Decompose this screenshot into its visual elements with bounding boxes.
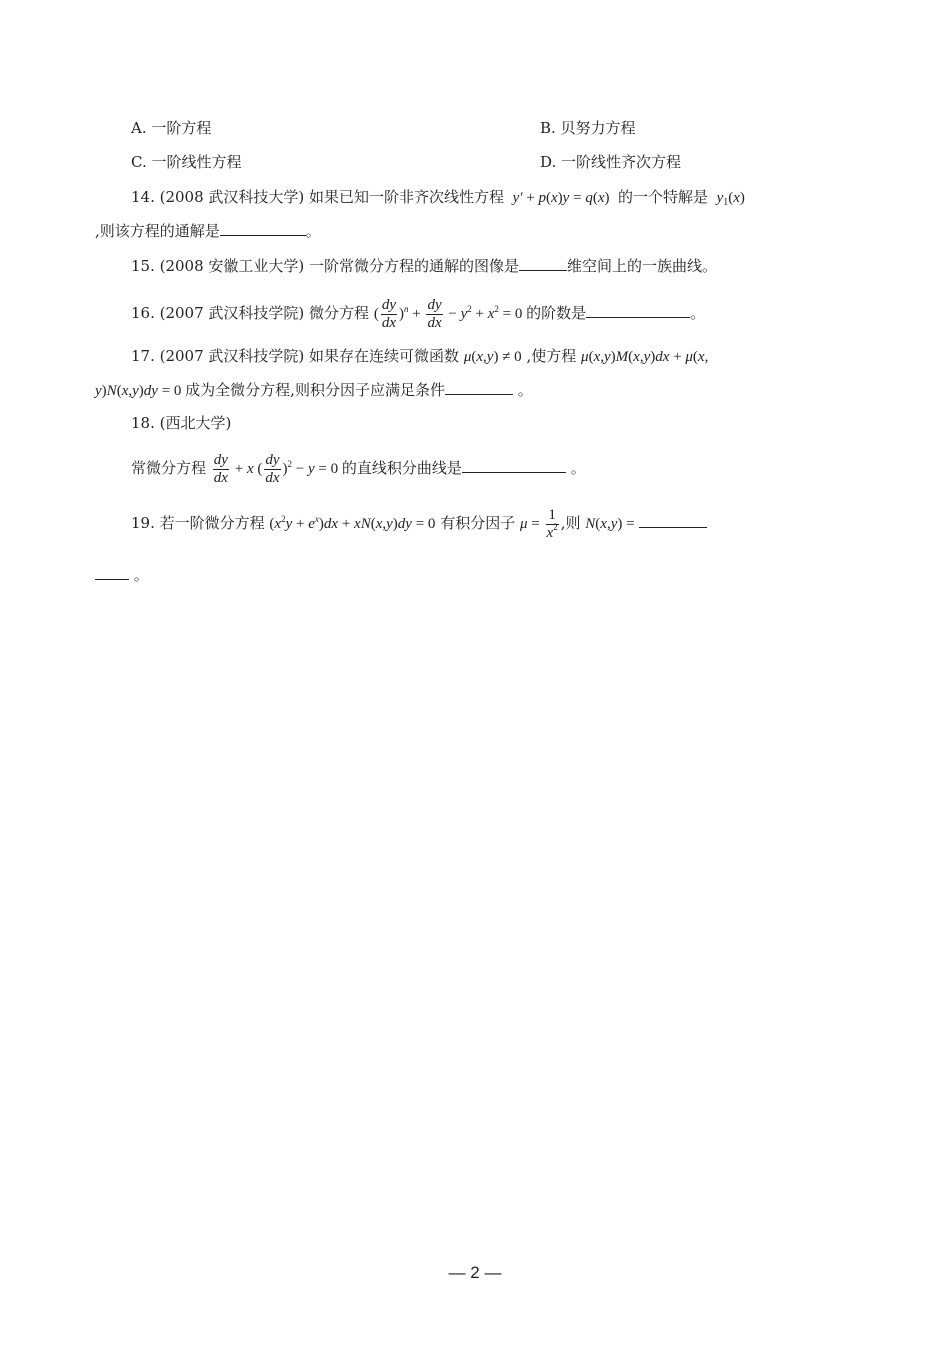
q19-prefix: 19. 若一阶微分方程	[131, 514, 265, 532]
answer-blank-16[interactable]	[586, 303, 690, 318]
q16-equation: ( $\frac{dy}{dx}$ )$^n$ + $\frac{dy}{dx}$ − $y^2 + x^2 = 0$	[373, 297, 527, 332]
q18-end: 。	[570, 459, 586, 477]
q16-prefix: 16. (2007 武汉科技学院) 微分方程	[131, 304, 370, 322]
q19-factor: μ = $\frac{1}{x^2}$	[520, 507, 558, 542]
answer-blank-14[interactable]	[220, 221, 306, 236]
q16-end: 。	[690, 304, 706, 322]
q18-prefix: 常微分方程	[131, 459, 207, 477]
q14-equation: y′ + p(x)y = q(x)	[508, 190, 610, 206]
q16-suffix: 的阶数是	[526, 304, 587, 322]
q19-mid2: ,则	[560, 514, 581, 532]
q17-equation-part1: μ(x,y)M(x,y)dx + μ(x,	[581, 349, 709, 365]
question-19-line2	[95, 565, 149, 585]
q14-particular-solution: $y_1(x)$	[712, 190, 745, 208]
answer-blank-15[interactable]	[519, 256, 567, 271]
q19-mid: 有积分因子	[440, 514, 516, 532]
question-17-line2	[95, 380, 533, 401]
question-18-body	[131, 445, 586, 491]
answer-blank-19-part2[interactable]	[95, 565, 129, 580]
q17-line2-mid: 成为全微分方程,则积分因子应满足条件	[185, 381, 445, 399]
q15-suffix: 维空间上的一族曲线。	[567, 257, 718, 275]
q14-end: 。	[305, 222, 321, 240]
q18-equation: $\frac{dy}{dx}$ + x ( $\frac{dy}{dx}$ )$^2$ − y = 0	[213, 452, 342, 487]
q19-end: 。	[133, 566, 149, 584]
question-18-title: 18. (西北大学)	[131, 414, 232, 432]
question-14-line2	[95, 221, 321, 241]
q14-mid: 的一个特解是	[618, 188, 709, 206]
answer-blank-17[interactable]	[445, 380, 513, 395]
option-a: A. 一阶方程	[131, 119, 212, 137]
q17-equation-part2: y)N(x,y)dy = 0	[95, 383, 182, 399]
option-c: C. 一阶线性方程	[131, 153, 242, 171]
question-17-line1	[131, 346, 708, 367]
answer-blank-19-part1[interactable]	[639, 513, 707, 528]
q19-equation: $(x^2y + e^x)dx + xN(x,y)dy = 0$	[269, 514, 436, 532]
q15-prefix: 15. (2008 安徽工业大学) 一阶常微分方程的通解的图像是	[131, 257, 520, 275]
q14-prefix: 14. (2008 武汉科技大学) 如果已知一阶非齐次线性方程	[131, 188, 505, 206]
answer-blank-18[interactable]	[462, 458, 566, 473]
q17-end: 。	[517, 381, 533, 399]
q14-line2: ,则该方程的通解是	[95, 222, 220, 240]
q19-target: N(x,y) =	[585, 516, 635, 532]
option-d: D. 一阶线性齐次方程	[540, 153, 682, 171]
page-number: — 2 —	[448, 1263, 502, 1282]
question-15	[131, 256, 717, 276]
question-19-line1	[131, 500, 707, 546]
question-16	[131, 290, 705, 336]
q17-prefix: 17. (2007 武汉科技学院) 如果存在连续可微函数	[131, 347, 460, 365]
q18-suffix: 的直线积分曲线是	[341, 459, 462, 477]
q17-mid: ,使方程	[526, 347, 577, 365]
question-14-line1	[131, 187, 745, 210]
option-b: B. 贝努力方程	[540, 119, 636, 137]
q17-condition: μ(x,y) ≠ 0	[463, 349, 522, 365]
